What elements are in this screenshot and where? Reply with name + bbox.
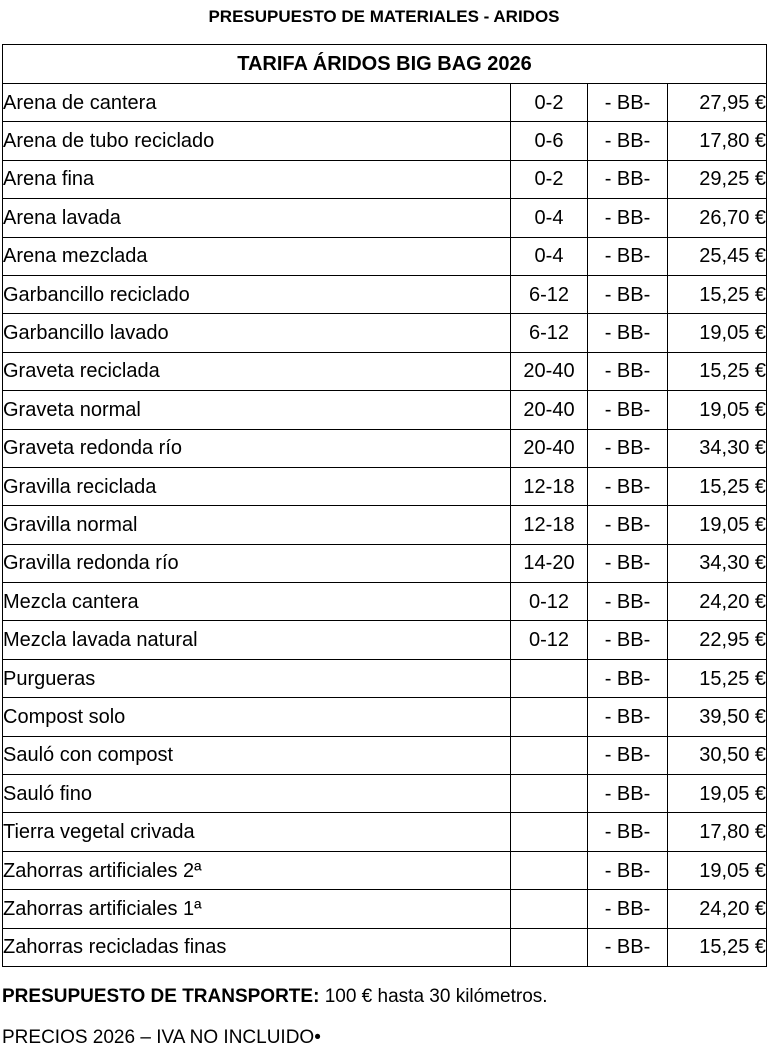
material-bag: - BB- [588, 775, 668, 813]
table-header-row [3, 45, 767, 84]
material-size: 0-2 [511, 160, 588, 198]
table-row [3, 659, 767, 697]
material-price: 15,25 € [668, 352, 767, 390]
table-row [3, 467, 767, 505]
price-table [2, 44, 767, 967]
material-bag: - BB- [588, 813, 668, 851]
material-price: 19,05 € [668, 851, 767, 889]
material-size: 14-20 [511, 544, 588, 582]
material-bag: - BB- [588, 84, 668, 122]
material-bag: - BB- [588, 237, 668, 275]
material-name: Zahorras artificiales 2ª [3, 851, 511, 889]
material-name: Purgueras [3, 659, 511, 697]
material-bag: - BB- [588, 928, 668, 966]
material-bag: - BB- [588, 736, 668, 774]
table-row [3, 890, 767, 928]
material-bag: - BB- [588, 621, 668, 659]
material-bag: - BB- [588, 851, 668, 889]
material-name: Zahorras recicladas finas [3, 928, 511, 966]
table-row [3, 813, 767, 851]
table-row [3, 736, 767, 774]
material-name: Garbancillo reciclado [3, 275, 511, 313]
material-name: Graveta reciclada [3, 352, 511, 390]
material-price: 19,05 € [668, 506, 767, 544]
material-bag: - BB- [588, 160, 668, 198]
transport-text: 100 € hasta 30 kilómetros. [319, 986, 548, 1007]
table-row [3, 84, 767, 122]
table-body [3, 84, 767, 967]
material-size: 0-4 [511, 237, 588, 275]
material-price: 24,20 € [668, 890, 767, 928]
material-price: 24,20 € [668, 583, 767, 621]
material-name: Garbancillo lavado [3, 314, 511, 352]
material-price: 19,05 € [668, 775, 767, 813]
table-row [3, 237, 767, 275]
material-price: 27,95 € [668, 84, 767, 122]
material-price: 34,30 € [668, 544, 767, 582]
material-price: 17,80 € [668, 813, 767, 851]
table-row [3, 275, 767, 313]
material-price: 25,45 € [668, 237, 767, 275]
material-bag: - BB- [588, 506, 668, 544]
table-title: TARIFA ÁRIDOS BIG BAG 2026 [3, 45, 767, 84]
table-row [3, 851, 767, 889]
material-size [511, 851, 588, 889]
material-bag: - BB- [588, 429, 668, 467]
table-row [3, 583, 767, 621]
material-size: 20-40 [511, 352, 588, 390]
material-name: Gravilla normal [3, 506, 511, 544]
material-size [511, 736, 588, 774]
table-row [3, 199, 767, 237]
material-bag: - BB- [588, 583, 668, 621]
material-bag: - BB- [588, 391, 668, 429]
transport-label: PRESUPUESTO DE TRANSPORTE: [2, 986, 320, 1007]
material-size [511, 698, 588, 736]
material-bag: - BB- [588, 352, 668, 390]
table-row [3, 544, 767, 582]
material-price: 15,25 € [668, 928, 767, 966]
material-price: 19,05 € [668, 314, 767, 352]
material-name: Arena de tubo reciclado [3, 122, 511, 160]
material-size [511, 890, 588, 928]
material-price: 17,80 € [668, 122, 767, 160]
material-price: 19,05 € [668, 391, 767, 429]
material-size [511, 813, 588, 851]
material-name: Graveta redonda río [3, 429, 511, 467]
material-price: 39,50 € [668, 698, 767, 736]
table-row [3, 160, 767, 198]
material-size: 0-12 [511, 621, 588, 659]
material-name: Tierra vegetal crivada [3, 813, 511, 851]
table-row [3, 429, 767, 467]
material-name: Gravilla redonda río [3, 544, 511, 582]
table-row [3, 506, 767, 544]
material-bag: - BB- [588, 199, 668, 237]
table-row [3, 352, 767, 390]
table-row [3, 122, 767, 160]
material-price: 26,70 € [668, 199, 767, 237]
table-row [3, 775, 767, 813]
material-size: 0-6 [511, 122, 588, 160]
material-size: 0-12 [511, 583, 588, 621]
material-size: 6-12 [511, 275, 588, 313]
material-name: Arena fina [3, 160, 511, 198]
material-price: 15,25 € [668, 659, 767, 697]
material-name: Gravilla reciclada [3, 467, 511, 505]
material-size: 0-2 [511, 84, 588, 122]
material-bag: - BB- [588, 659, 668, 697]
material-size [511, 928, 588, 966]
transport-note [2, 985, 548, 1009]
material-price: 15,25 € [668, 467, 767, 505]
material-price: 30,50 € [668, 736, 767, 774]
material-size: 0-4 [511, 199, 588, 237]
material-size: 12-18 [511, 467, 588, 505]
material-bag: - BB- [588, 314, 668, 352]
material-price: 34,30 € [668, 429, 767, 467]
material-bag: - BB- [588, 890, 668, 928]
material-name: Zahorras artificiales 1ª [3, 890, 511, 928]
material-price: 29,25 € [668, 160, 767, 198]
table-row [3, 928, 767, 966]
table-row [3, 621, 767, 659]
material-bag: - BB- [588, 275, 668, 313]
material-size: 20-40 [511, 391, 588, 429]
table-row [3, 391, 767, 429]
material-bag: - BB- [588, 698, 668, 736]
material-name: Sauló con compost [3, 736, 511, 774]
material-name: Compost solo [3, 698, 511, 736]
material-name: Mezcla cantera [3, 583, 511, 621]
material-name: Arena mezclada [3, 237, 511, 275]
material-price: 15,25 € [668, 275, 767, 313]
document-title: PRESUPUESTO DE MATERIALES - ARIDOS [208, 7, 560, 26]
material-name: Sauló fino [3, 775, 511, 813]
material-name: Arena lavada [3, 199, 511, 237]
material-bag: - BB- [588, 122, 668, 160]
material-bag: - BB- [588, 467, 668, 505]
material-name: Arena de cantera [3, 84, 511, 122]
material-price: 22,95 € [668, 621, 767, 659]
material-bag: - BB- [588, 544, 668, 582]
table-row [3, 314, 767, 352]
material-size: 12-18 [511, 506, 588, 544]
table-row [3, 698, 767, 736]
material-size [511, 659, 588, 697]
material-size [511, 775, 588, 813]
material-size: 6-12 [511, 314, 588, 352]
material-name: Graveta normal [3, 391, 511, 429]
prices-footer: PRECIOS 2026 – IVA NO INCLUIDO• [2, 1027, 321, 1048]
material-name: Mezcla lavada natural [3, 621, 511, 659]
material-size: 20-40 [511, 429, 588, 467]
